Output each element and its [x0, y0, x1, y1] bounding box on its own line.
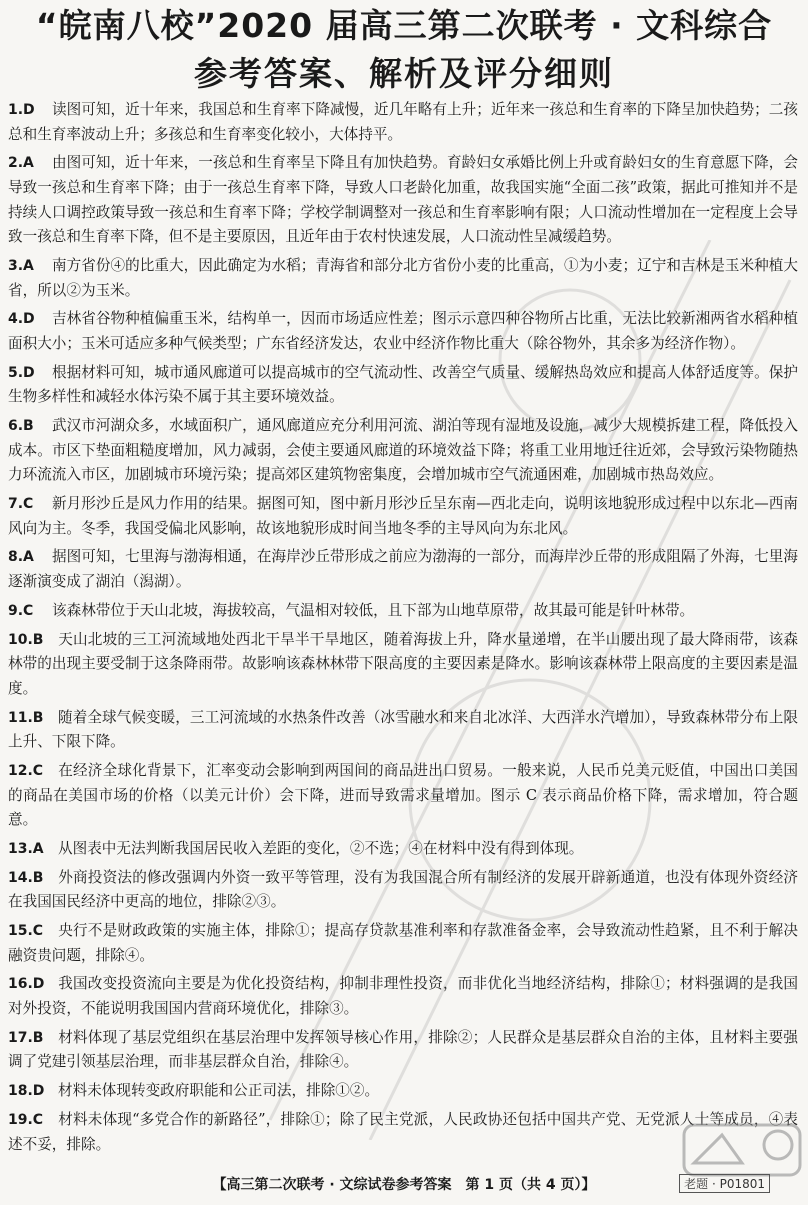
- answer-item: [8, 492, 798, 541]
- answer-item: [8, 759, 798, 833]
- answer-explanation: 据图可知，七里海与渤海相通，在海岸沙丘带形成之前应为渤海的一部分，而海岸沙丘带的形成阻隔了外海，七里海逐渐演变成了湖泊（潟湖）。: [8, 548, 798, 590]
- page-footer: [0, 1174, 808, 1194]
- answer-key: 5.D: [8, 364, 35, 381]
- answer-item: [8, 919, 798, 968]
- answer-item: [8, 545, 798, 594]
- answer-list: [8, 98, 798, 1161]
- answer-item: [8, 1026, 798, 1075]
- answer-explanation: 在经济全球化背景下，汇率变动会影响到两国间的商品进出口贸易。一般来说，人民币兑美元贬值，中国出口美国的商品在美国市场的价格（以美元计价）会下降，进而导致需求量增加。图示 C 表示商品价格下降，需求增加，符合题意。: [8, 761, 798, 829]
- answer-key: 11.B: [8, 709, 44, 726]
- answer-key: 14.B: [8, 869, 44, 886]
- answer-key: 4.D: [8, 311, 35, 328]
- answer-item: [8, 1108, 798, 1157]
- answer-item: [8, 361, 798, 410]
- page-subtitle: 参考答案、解析及评分细则: [194, 54, 614, 93]
- answer-explanation: 材料未体现“多党合作的新路径”，排除①；除了民主党派，人民政协还包括中国共产党、无党派人士等成员，④表述不妥，排除。: [8, 1110, 798, 1153]
- answer-key: 12.C: [8, 762, 44, 779]
- answer-explanation: 央行不是财政政策的实施主体，排除①；提高存贷款基准利率和存款准备金率，会导致流动性趋紧，且不利于解决融资贵问题，排除④。: [8, 922, 798, 964]
- answer-item: [8, 972, 798, 1021]
- answer-explanation: 该森林带位于天山北坡，海拔较高，气温相对较低，且下部为山地草原带，故其最可能是针叶林带。: [52, 601, 695, 619]
- answer-item: [8, 307, 798, 356]
- answer-explanation: 根据材料可知，城市通风廊道可以提高城市的空气流动性、改善空气质量、缓解热岛效应和提高人体舒适度等。保护生物多样性和减轻水体污染不属于其主要环境效益。: [8, 363, 798, 406]
- answer-item: [8, 414, 798, 488]
- answer-key: 16.D: [8, 976, 45, 993]
- answer-item: [8, 1079, 798, 1104]
- answer-item: [8, 866, 798, 915]
- footer-code: 老题 · P01801: [679, 1174, 770, 1193]
- footer-text: 【高三第二次联考 · 文综试卷参考答案 第 1 页（共 4 页）】: [212, 1177, 596, 1193]
- answer-key: 7.C: [8, 496, 34, 513]
- answer-explanation: 我国改变投资流向主要是为优化投资结构，抑制非理性投资，而非优化当地经济结构，排除①；材料强调的是我国对外投资，不能说明我国国内营商环境优化，排除③。: [8, 975, 798, 1017]
- answer-explanation: 武汉市河湖众多，水域面积广，通风廊道应充分利用河流、湖泊等现有湿地及设施，减少大规模拆建工程，降低投入成本。市区下垫面粗糙度增加，风力减弱，会使主要通风廊道的环境效益下降；将重工业用地迁往近郊，会导致污染物随热力环流流入市区，加剧城市环境污染；提高郊区建筑物密集度，会增加城市空气流通困难，加剧城市热岛效应。: [8, 417, 798, 484]
- answer-explanation: 材料未体现转变政府职能和公正司法，排除①②。: [58, 1082, 380, 1100]
- answer-explanation: 材料体现了基层党组织在基层治理中发挥领导核心作用，排除②；人民群众是基层群众自治的主体，且材料主要强调了党建引领基层治理，而非基层群众自治，排除④。: [8, 1028, 798, 1071]
- answer-key: 6.B: [8, 418, 34, 435]
- answer-key: 3.A: [8, 257, 34, 274]
- answer-key: 1.D: [8, 102, 35, 118]
- answer-key: 8.A: [8, 549, 34, 566]
- answer-item: [8, 628, 798, 702]
- answer-explanation: 由图可知，近十年来，一孩总和生育率呈下降且有加快趋势。育龄妇女承婚比例上升或育龄妇女的生育意愿下降，会导致一孩总和生育率下降；由于一孩总生育率下降，导致人口老龄化加重，故我国实施“全面二孩”政策，据此可推知并不是持续人口调控政策导致一孩总和生育率下降；学校学制调整对一孩总和生育率影响有限；人口流动性增加在一定程度上会导致一孩总和生育率下降，但不是主要原因，且近年由于农村快速发展，人口流动性呈减缓趋势。: [8, 154, 798, 246]
- answer-key: 13.A: [8, 840, 44, 857]
- answer-explanation: 从图表中无法判断我国居民收入差距的变化，②不选；④在材料中没有得到体现。: [58, 839, 584, 857]
- answer-key: 9.C: [8, 602, 34, 619]
- answer-item: [8, 706, 798, 755]
- page-title: “皖南八校”2020 届高三第二次联考 · 文科综合: [35, 6, 773, 45]
- answer-item: [8, 599, 798, 624]
- answer-item: [8, 837, 798, 862]
- answer-key: 15.C: [8, 923, 44, 940]
- answer-explanation: 天山北坡的三工河流域地处西北干旱半干旱地区，随着海拔上升，降水量递增，在半山腰出现了最大降雨带，该森林带的出现主要受制于这条降雨带。故影响该森林林带下限高度的主要因素是降水。影响该森林带上限高度的主要因素是温度。: [8, 630, 798, 697]
- answer-explanation: 南方省份④的比重大，因此确定为水稻；青海省和部分北方省份小麦的比重高，①为小麦；辽宁和吉林是玉米种植大省，所以②为玉米。: [8, 256, 798, 299]
- answer-explanation: 新月形沙丘是风力作用的结果。据图可知，图中新月形沙丘呈东南—西北走向，说明该地貌形成过程中以东北—西南风向为主。冬季，我国受偏北风影响，故该地貌形成时间当地冬季的主导风向为东北风。: [8, 495, 798, 537]
- answer-key: 10.B: [8, 631, 44, 648]
- answer-key: 19.C: [8, 1111, 44, 1128]
- answer-explanation: 吉林省谷物种植偏重玉米，结构单一，因而市场适应性差；图示示意四种谷物所占比重，无法比较新湘两省水稻种植面积大小；玉米可适应多种气候类型；广东省经济发达，农业中经济作物比重大（除谷物外，其余多为经济作物）。: [8, 310, 798, 352]
- answer-key: 17.B: [8, 1029, 44, 1046]
- answer-key: 18.D: [8, 1083, 45, 1100]
- answer-explanation: 随着全球气候变暖，三工河流域的水热条件改善（冰雪融水和来自北冰洋、大西洋水汽增加），导致森林带分布上限上升、下限下降。: [8, 708, 798, 751]
- answer-item: [8, 151, 798, 249]
- answer-item: [8, 98, 798, 147]
- answer-key: 2.A: [8, 155, 34, 172]
- logo-icon: [682, 1121, 802, 1181]
- answer-explanation: 外商投资法的修改强调内外资一致平等管理，没有为我国混合所有制经济的发展开辟新通道，也没有体现外资经济在我国国民经济中更高的地位，排除②③。: [8, 868, 798, 911]
- answer-item: [8, 254, 798, 303]
- answer-explanation: 读图可知，近十年来，我国总和生育率下降减慢，近几年略有上升；近年来一孩总和生育率的下降呈加快趋势；二孩总和生育率波动上升；多孩总和生育率变化较小，大体持平。: [8, 101, 798, 143]
